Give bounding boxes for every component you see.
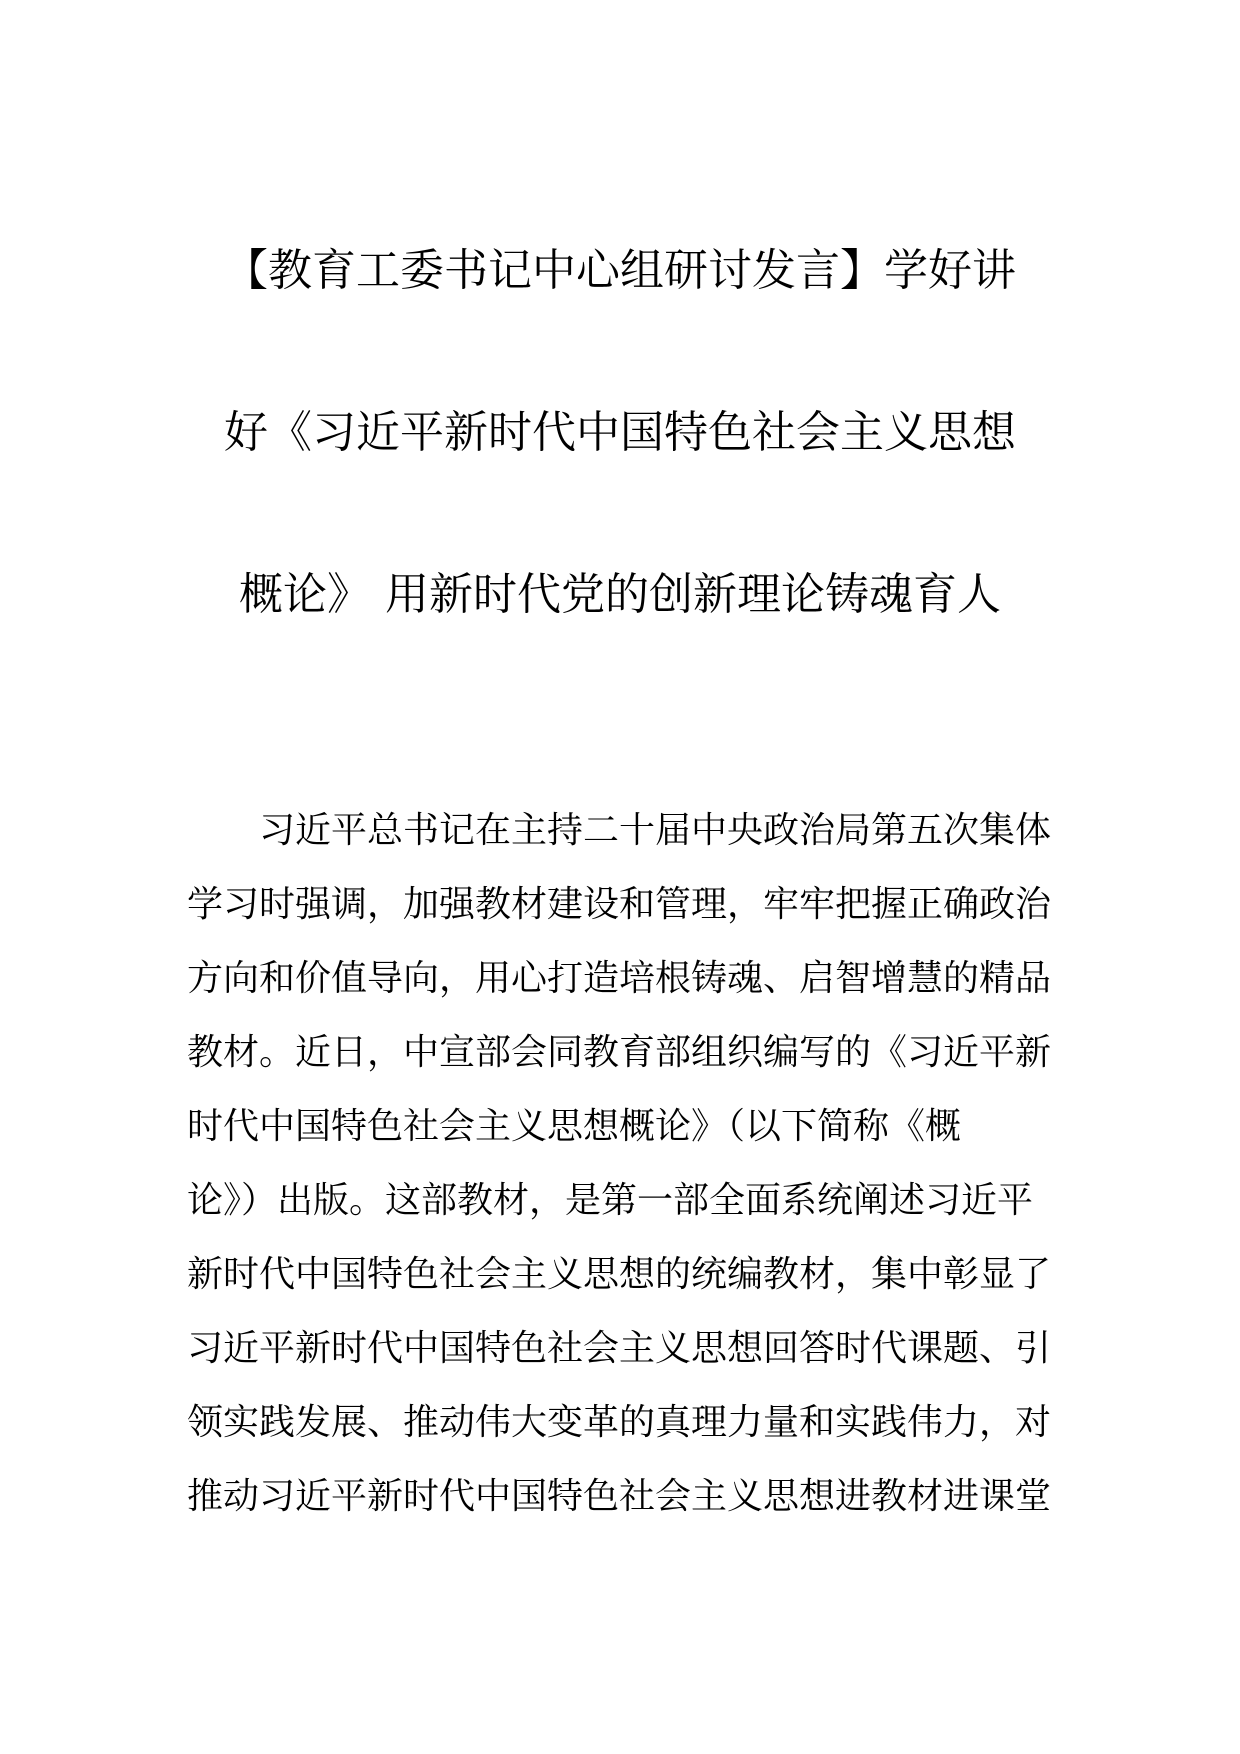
title-line-1: 【教育工委书记中心组研讨发言】学好讲 (224, 245, 1016, 296)
paragraph-line: 论》）出版。这部教材，是第一部全面系统阐述习近平 (187, 1180, 1034, 1221)
paragraph-line: 时代中国特色社会主义思想概论》（以下简称《概 (187, 1106, 962, 1147)
paragraph-line: 学习时强调，加强教材建设和管理，牢牢把握正确政治 (187, 884, 1052, 925)
paragraph-line: 习近平新时代中国特色社会主义思想回答时代课题、引 (187, 1328, 1052, 1369)
paragraph-line: 新时代中国特色社会主义思想的统编教材，集中彰显了 (187, 1254, 1052, 1295)
body-paragraph (187, 794, 1053, 1534)
paragraph-line: 推动习近平新时代中国特色社会主义思想进教材进课堂 (187, 1476, 1052, 1517)
paragraph-line: 教材。近日，中宣部会同教育部组织编写的《习近平新 (187, 1032, 1052, 1073)
title-line-3: 概论》 用新时代党的创新理论铸魂育人 (239, 569, 1001, 620)
document-title (150, 190, 1090, 676)
paragraph-line: 习近平总书记在主持二十届中央政治局第五次集体 (259, 810, 1052, 851)
title-line-2: 好《习近平新时代中国特色社会主义思想 (224, 407, 1016, 458)
paragraph-line: 领实践发展、推动伟大变革的真理力量和实践伟力，对 (187, 1402, 1052, 1443)
paragraph-line: 方向和价值导向，用心打造培根铸魂、启智增慧的精品 (187, 958, 1052, 999)
